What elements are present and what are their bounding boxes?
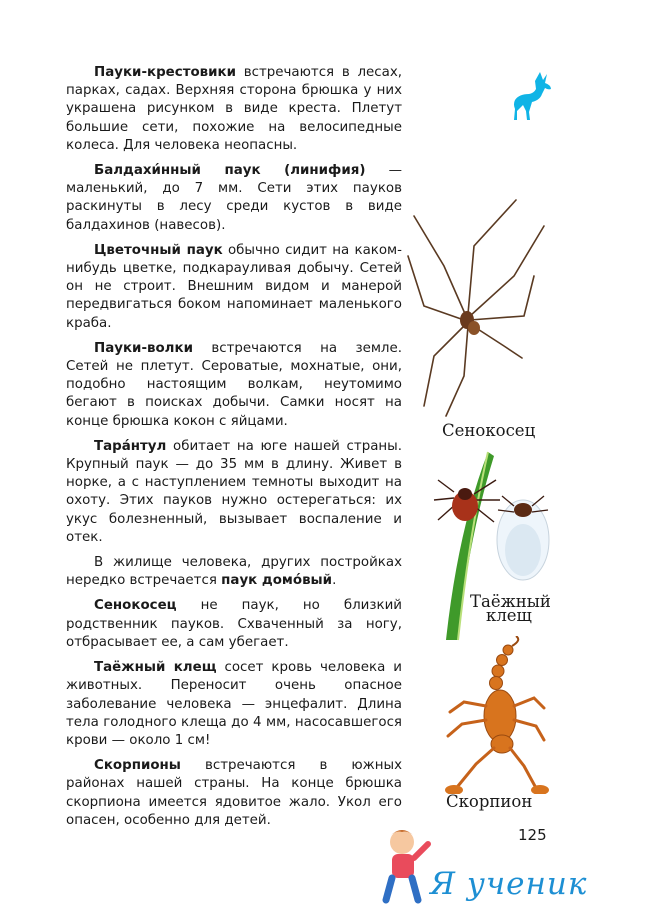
paragraph-tarantula: Тара́нтул обитает на юге нашей страны. Крупный паук — до 35 мм в длину. Живет в норке, а с наступлением темноты выходит на охоту. Этих пауков нужно остерегаться: их укус болезненный, вызывает воспаление и отек. — [66, 438, 402, 545]
paragraph-harvestman: Сенокосец не паук, но близкий родственник пауков. Схваченный за ногу, отбрасывает ее, а сам убегает. — [66, 598, 402, 650]
paragraph-cross-spiders: Пауки-крестовики встречаются в лесах, парках, садах. Верхняя сторона брюшка у них украшена рисунком в виде креста. Плетут большие сети, похожие на велосипедные колеса. Для человека неопасны. — [66, 65, 402, 153]
paragraph-scorpions: Скорпионы встречаются в южных районах нашей страны. На конце брюшка скорпиона имеется ядовитое жало. Укол его опасен, особенно для детей. — [66, 758, 402, 828]
paragraph-wolf-spiders: Пауки-волки встречаются на земле. Сетей не плетут. Сероватые, мохнатые, они, подобно настоящим волкам, неутомимо бегают в поисках добычи. Самки носят на конце брюшка кокон с яйцами. — [66, 340, 402, 429]
scorpion-illustration — [440, 636, 550, 794]
deer-icon — [506, 70, 556, 122]
article-body — [66, 64, 402, 837]
caption-harvestman: Сенокосец — [442, 421, 536, 440]
caption-scorpion: Скорпион — [446, 792, 533, 811]
page-number: 125 — [518, 826, 547, 844]
harvestman-illustration — [404, 196, 552, 420]
caption-tick-line2: клещ — [486, 606, 532, 625]
paragraph-taiga-tick: Таёжный клещ сосет кровь человека и животных. Переносит очень опасное заболевание человека — энцефалит. Длина тела голодного клеща до 4 мм, насосавшегося крови — около 1 см! — [66, 660, 402, 748]
mascot-logo — [368, 822, 436, 904]
paragraph-linyphia: Балдахи́нный паук (линифия) — маленький, до 7 мм. Сети этих пауков раскинуты в лесу среди кустов в виде балдахинов (навесов). — [66, 163, 402, 233]
paragraph-flower-spider: Цветочный паук обычно сидит на каком-нибудь цветке, подкарауливая добычу. Сетей он не строит. Внешним видом и манерой передвигаться боком напоминает маленького краба. — [66, 242, 402, 331]
paragraph-house-spider: В жилище человека, других постройках нередко встречается паук домо́вый. — [66, 555, 402, 589]
caption-tick-line1: Таёжный — [470, 592, 551, 611]
brand-logo-text: Я ученик — [430, 866, 588, 902]
